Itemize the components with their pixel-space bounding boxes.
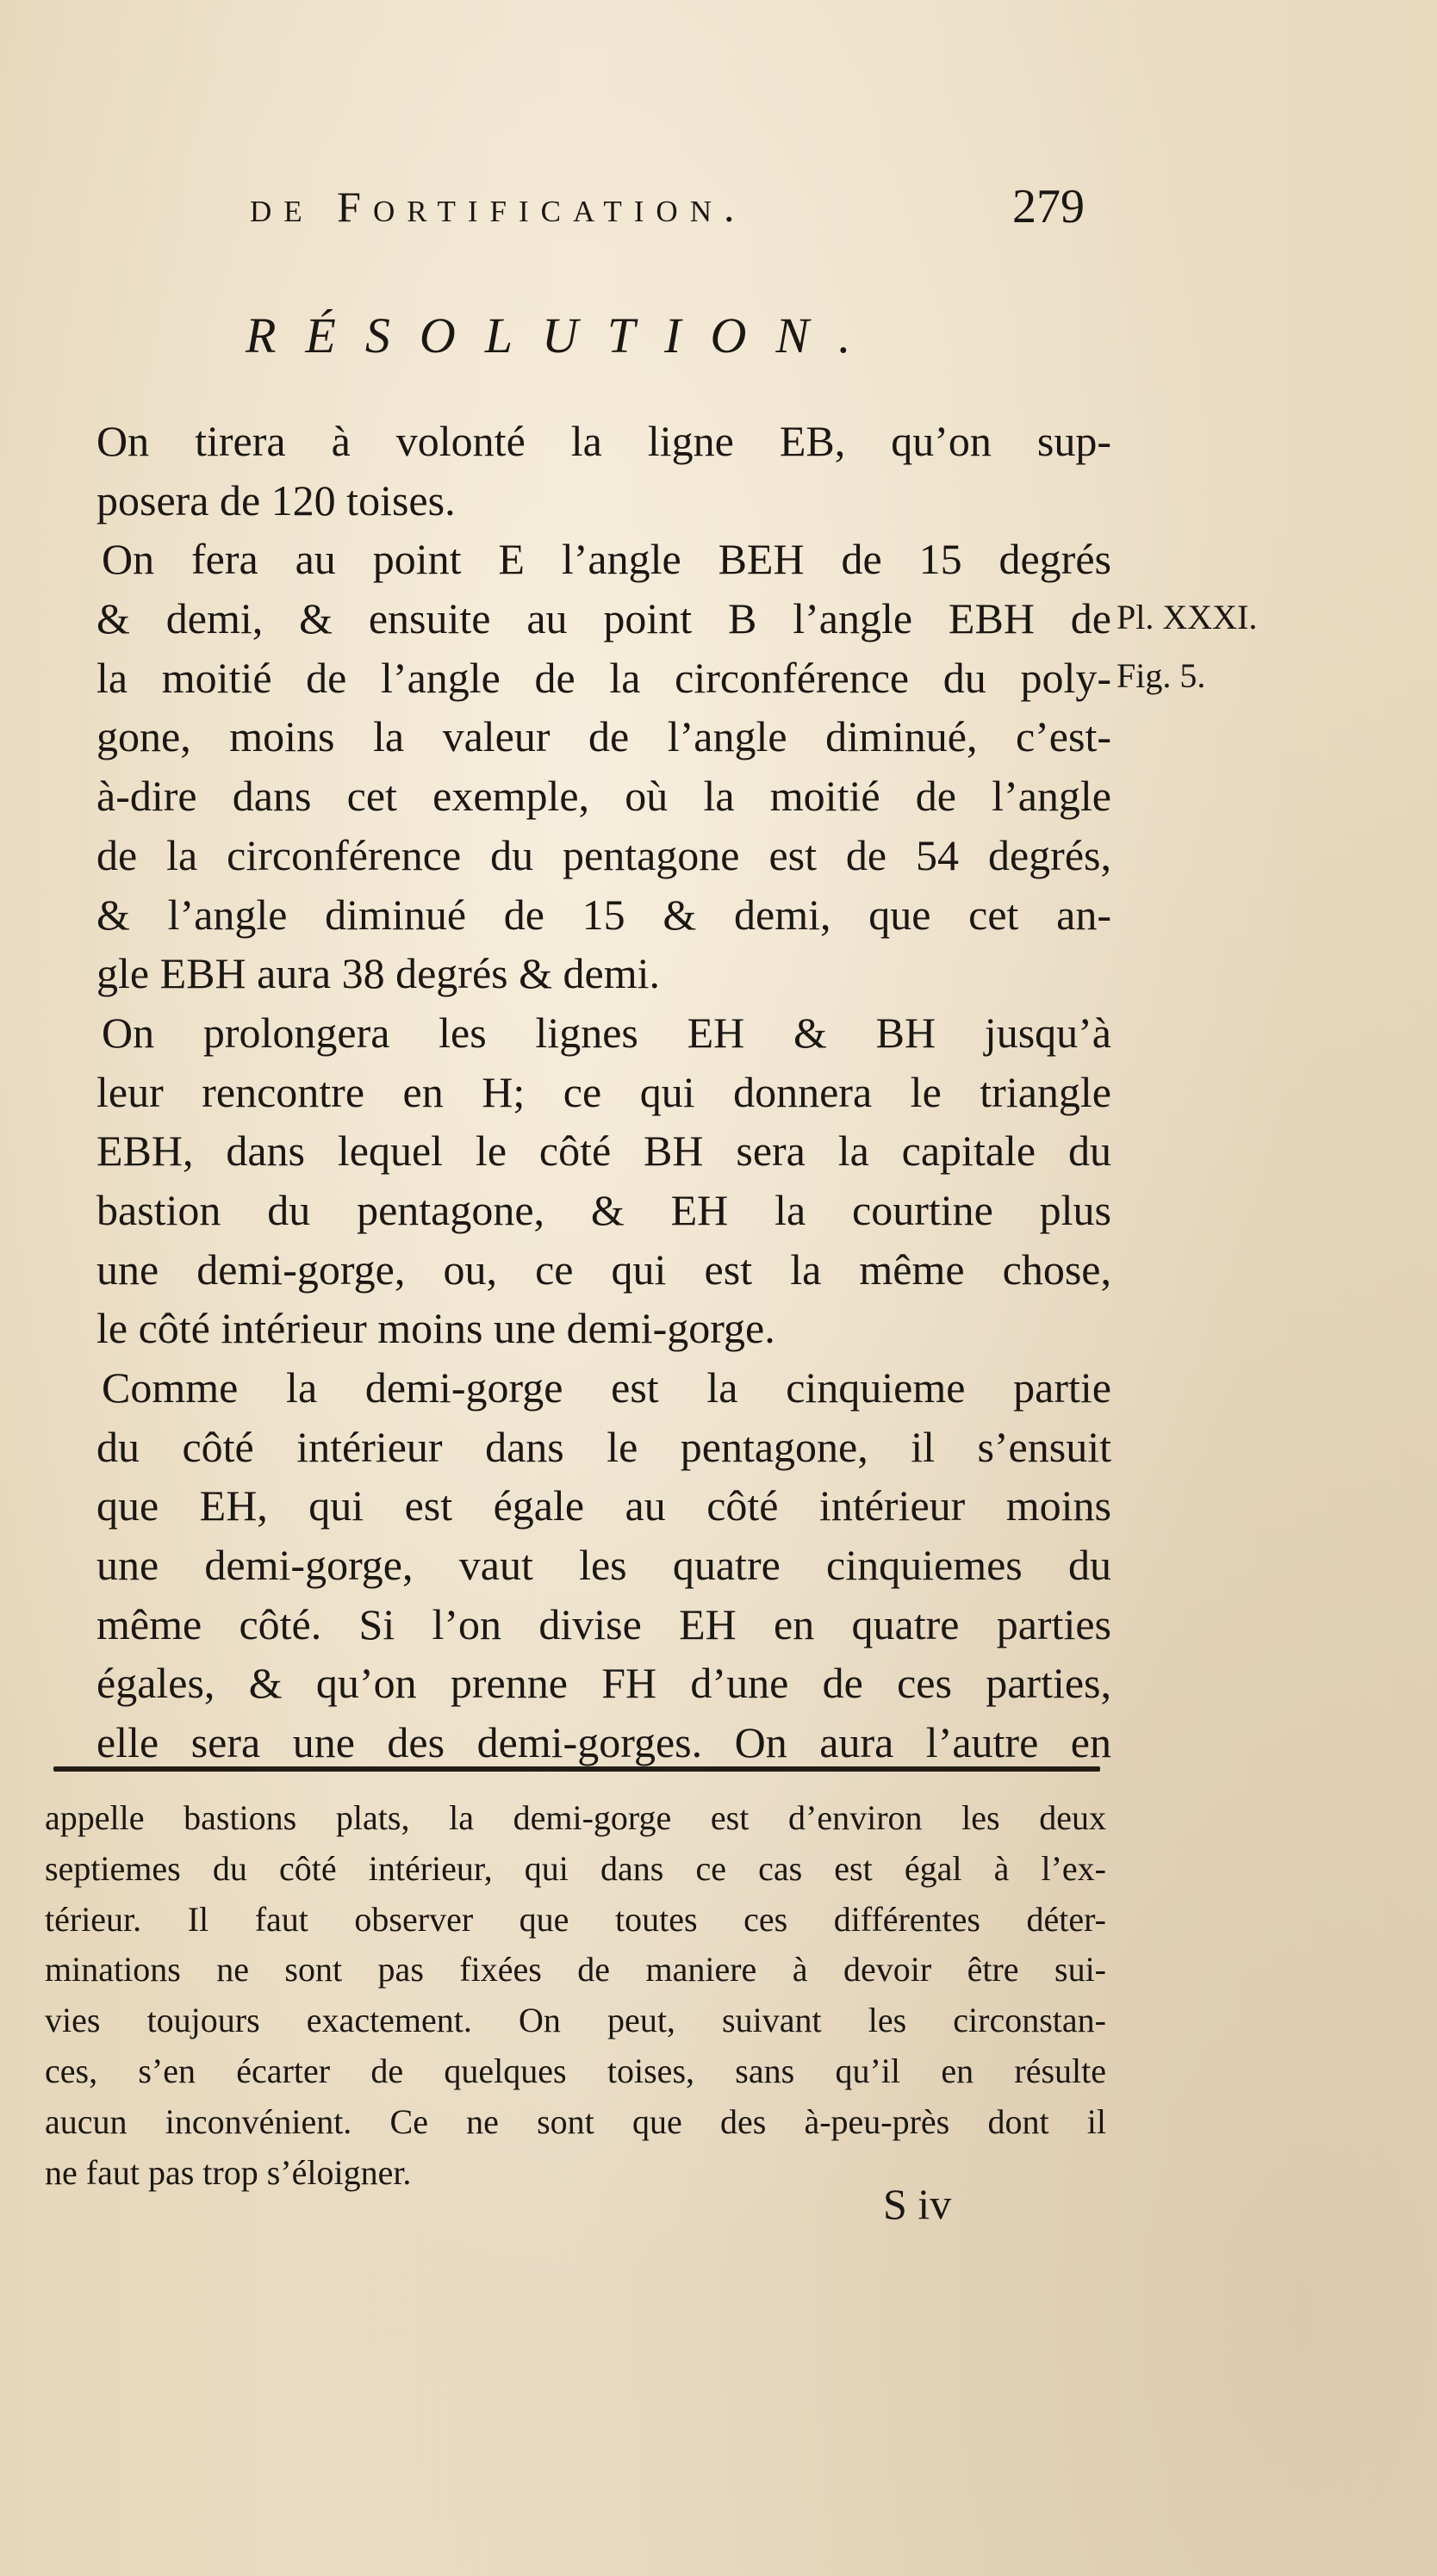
plate-reference: Pl. XXXI. bbox=[1117, 598, 1258, 636]
footnote-line: ces, s’en écarter de quelques toises, sans qu’il en résulte bbox=[45, 2051, 1106, 2090]
body-line: On tirera à volonté la ligne EB, qu’on sup- bbox=[96, 417, 1111, 465]
body-line: gle EBH aura 38 degrés & demi. bbox=[96, 949, 660, 998]
footnote-line: aucun inconvénient. Ce ne sont que des à-peu-près dont il bbox=[45, 2101, 1106, 2141]
footnote-line: appelle bastions plats, la demi-gorge est d’environ les deux bbox=[45, 1798, 1106, 1837]
body-line: bastion du pentagone, & EH la courtine plus bbox=[96, 1185, 1111, 1234]
body-line: & l’angle diminué de 15 & demi, que cet an- bbox=[96, 890, 1111, 939]
footnote-line: ne faut pas trop s’éloigner. bbox=[45, 2152, 412, 2192]
body-line: & demi, & ensuite au point B l’angle EBH de bbox=[96, 594, 1111, 643]
body-line: égales, & qu’on prenne FH d’une de ces parties, bbox=[96, 1659, 1111, 1708]
body-line: gone, moins la valeur de l’angle diminué, c’est- bbox=[96, 712, 1111, 761]
body-line: une demi-gorge, vaut les quatre cinquiemes du bbox=[96, 1541, 1111, 1590]
body-line: à-dire dans cet exemple, où la moitié de l’angle bbox=[96, 772, 1111, 821]
body-line: une demi-gorge, ou, ce qui est la même chose, bbox=[96, 1245, 1111, 1294]
page-number: 279 bbox=[1012, 180, 1085, 233]
body-line: que EH, qui est égale au côté intérieur moins bbox=[96, 1481, 1111, 1530]
body-text bbox=[96, 412, 1111, 1772]
running-head bbox=[250, 177, 1111, 237]
body-line: Comme la demi-gorge est la cinquieme partie bbox=[102, 1363, 1111, 1412]
body-line: On fera au point E l’angle BEH de 15 degrés bbox=[102, 535, 1111, 584]
footnote-line: minations ne sont pas fixées de maniere à devoir être sui- bbox=[45, 1950, 1106, 1989]
footnote-line: septiemes du côté intérieur, qui dans ce cas est égal à l’ex- bbox=[45, 1848, 1106, 1888]
body-line: du côté intérieur dans le pentagone, il s’ensuit bbox=[96, 1422, 1111, 1471]
body-line: leur rencontre en H; ce qui donnera le triangle bbox=[96, 1067, 1111, 1116]
section-heading: RÉSOLUTION. bbox=[246, 307, 880, 363]
body-line: posera de 120 toises. bbox=[96, 475, 456, 525]
body-line: même côté. Si l’on divise EH en quatre parties bbox=[96, 1599, 1111, 1648]
body-line: de la circonférence du pentagone est de 54 degrés, bbox=[96, 830, 1111, 879]
figure-reference: Fig. 5. bbox=[1117, 656, 1206, 695]
margin-note bbox=[1117, 588, 1427, 705]
body-line: elle sera une des demi-gorges. On aura l’autre en bbox=[96, 1718, 1111, 1767]
body-line: EBH, dans lequel le côté BH sera la capitale du bbox=[96, 1127, 1111, 1176]
footnote-line: vies toujours exactement. On peut, suivant les circonstan- bbox=[45, 2001, 1106, 2040]
body-line: le côté intérieur moins une demi-gorge. bbox=[96, 1304, 775, 1353]
body-line: On prolongera les lignes EH & BH jusqu’à bbox=[102, 1008, 1111, 1057]
signature-mark: S iv bbox=[883, 2180, 952, 2228]
running-title: de Fortification. bbox=[250, 183, 747, 231]
footnote bbox=[45, 1793, 1106, 2198]
body-line: la moitié de l’angle de la circonférence du poly- bbox=[96, 653, 1111, 702]
footnote-line: térieur. Il faut observer que toutes ces différentes déter- bbox=[45, 1899, 1106, 1939]
footnote-rule bbox=[53, 1766, 1100, 1772]
